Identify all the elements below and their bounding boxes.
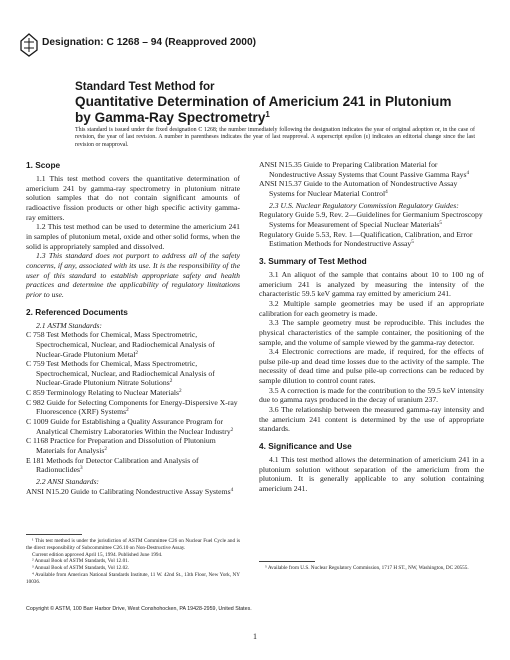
scope-1-2: 1.2 This test method can be used to determine the americium 241 in samples of plutonium metal, oxide and other solid forms, when the solid is appropriately sampled and dissolved. bbox=[26, 222, 240, 251]
reference-item: C 759 Test Methods for Chemical, Mass Spectrometric, Spectrochemical, Nuclear, and Radiochemical Analysis of Nuclear-Grade Plutonium Nitrate Solutions$^2$ bbox=[26, 359, 215, 388]
significance-heading: 4. Significance and Use bbox=[259, 441, 352, 452]
right-column bbox=[259, 160, 484, 494]
reference-item: C 758 Test Methods for Chemical, Mass Spectrometric, Spectrochemical, Nuclear, and Radiochemical Analysis of Nuclear-Grade Plutonium Metal$^2$ bbox=[26, 330, 215, 359]
footnote-rule-left bbox=[26, 534, 82, 535]
designation: Designation: C 1268 – 94 (Reapproved 2000) bbox=[42, 37, 257, 48]
footnote: ² Annual Book of ASTM Standards, Vol 12.01. bbox=[32, 558, 130, 565]
title-line-2: Quantitative Determination of Americium 241 in Plutonium bbox=[75, 94, 452, 109]
title-line-3 bbox=[75, 110, 475, 126]
page-number: 1 bbox=[253, 632, 257, 641]
summary-3-2: 3.2 Multiple sample geometries may be used if an appropriate calibration for each geometry is made. bbox=[259, 298, 484, 318]
reference-item: ANSI N15.37 Guide to the Automation of Nondestructive Assay Systems for Nuclear Material Control$^4$ bbox=[259, 179, 458, 198]
summary-3-4: 3.4 Electronic corrections are made, if required, for the effects of pulse pile-up and dead time losses due to the activity of the sample. The necessity of dead time and pulse pile-up corrections can be reduced by sample dilution to control count rates. bbox=[259, 347, 484, 386]
footnote: ¹ This test method is under the jurisdiction of ASTM Committee C26 on Nuclear Fuel Cycle and is the direct responsibility of Subcommittee C26.10 on Non-Destructive Assay. bbox=[26, 538, 240, 551]
summary-3-3: 3.3 The sample geometry must be reproducible. This includes the physical characteristics of the sample container, the positioning of the sample, and the volume of sample viewed by the gamma-ray detector. bbox=[259, 318, 484, 347]
copyright-line: Copyright © ASTM, 100 Barr Harbor Drive, West Conshohocken, PA 19428-2959, United States. bbox=[26, 606, 252, 612]
left-column bbox=[26, 160, 240, 496]
footnote: ⁴ Available from American National Standards Institute, 11 W. 42nd St., 13th Floor, New York, NY 10036. bbox=[26, 571, 240, 585]
nrc-guides-label: 2.3 U.S. Nuclear Regulatory Commission Regulatory Guides: bbox=[269, 200, 459, 210]
reference-item: Regulatory Guide 5.53, Rev. 1—Qualification, Calibration, and Error Estimation Methods for Nondestructive Assay$^5$ bbox=[259, 229, 473, 249]
footnotes-right bbox=[259, 565, 484, 572]
astm-standards-label: 2.1 ASTM Standards: bbox=[36, 320, 102, 330]
astm-reference-list bbox=[26, 330, 240, 475]
reference-item: Regulatory Guide 5.9, Rev. 2—Guidelines for Germanium Spectroscopy Systems for Measurement of Special Nuclear Materials$^5$ bbox=[259, 210, 483, 229]
reference-item: C 859 Terminology Relating to Nuclear Materials$^2$ bbox=[26, 388, 182, 398]
footnote: Current edition approved April 15, 1994. Published June 1994. bbox=[32, 551, 163, 558]
summary-3-5: 3.5 A correction is made for the contribution to the 59.5 keV intensity due to gamma rays produced in the decay of uranium 237. bbox=[259, 385, 484, 405]
reference-item: ANSI N15.35 Guide to Preparing Calibration Material for Nondestructive Assay Systems that Count Passive Gamma Rays$^4$ bbox=[259, 160, 470, 179]
footnote: ³ Annual Book of ASTM Standards, Vol 12.02. bbox=[32, 565, 130, 572]
reference-item: C 982 Guide for Selecting Components for Energy-Dispersive X-ray Fluorescence (XRF) Systems$^2$ bbox=[26, 397, 238, 417]
footnotes-left bbox=[26, 538, 240, 586]
references-heading: 2. Referenced Documents bbox=[26, 306, 128, 317]
title-line-1: Standard Test Method for bbox=[75, 80, 215, 93]
scope-1-1: 1.1 This test method covers the quantitative determination of americium 241 by gamma-ray spectrometry in plutonium nitrate solution samples that do not contain significant amounts of radioactive fission products or other high specific activity gamma-ray emitters. bbox=[26, 174, 240, 222]
reference-item: C 1009 Guide for Establishing a Quality Assurance Program for Analytical Chemistry Laboratories Within the Nuclear Industry$^2$ bbox=[26, 417, 234, 436]
reference-item: C 1168 Practice for Preparation and Dissolution of Plutonium Materials for Analysis$^2$ bbox=[26, 436, 216, 456]
title-footnote-mark: 1 bbox=[265, 109, 270, 119]
scope-heading: 1. Scope bbox=[26, 160, 61, 170]
footnote-rule-right bbox=[259, 561, 315, 562]
summary-3-1: 3.1 An aliquot of the sample that contains about 10 to 100 ng of americium 241 is analyzed by measuring the intensity of the characteristic 59.5 keV gamma ray emitted by americium 241. bbox=[259, 269, 484, 299]
title-block bbox=[75, 80, 475, 125]
issue-note: This standard is issued under the fixed designation C 1268; the number immediately following the designation indicates the year of original adoption or, in the case of revision, the year of last revision. A number in parentheses indicates the year of last reapproval. A superscript epsilon (ε) indicates an editorial change since the last revision or reapproval. bbox=[75, 127, 475, 148]
reference-item: E 181 Methods for Detector Calibration and Analysis of Radionuclides$^3$ bbox=[26, 455, 199, 475]
ansi-standards-label: 2.2 ANSI Standards: bbox=[36, 477, 99, 487]
scope-1-3: 1.3 This standard does not purport to address all of the safety concerns, if any, associated with its use. It is the responsibility of the user of this standard to establish appropriate safety and health practices and determine the applicability of regulatory limitations prior to use. bbox=[26, 251, 240, 299]
summary-heading: 3. Summary of Test Method bbox=[259, 255, 367, 266]
summary-3-6: 3.6 The relationship between the measured gamma-ray intensity and the americium 241 content is determined by the use of appropriate standards. bbox=[259, 405, 484, 434]
significance-4-1: 4.1 This test method allows the determination of americium 241 in a plutonium solution without separation of the americium from the plutonium. It is generally applicable to any solution containing americium 241. bbox=[259, 455, 484, 494]
reference-item: ANSI N15.20 Guide to Calibrating Nondestructive Assay Systems$^4$ bbox=[26, 486, 234, 496]
title-line-3-text: by Gamma-Ray Spectrometry bbox=[75, 109, 266, 125]
astm-logo-icon bbox=[20, 33, 38, 57]
footnote: ⁵ Available from U.S. Nuclear Regulatory Commission, 1717 H ST., NW, Washington, DC 20555. bbox=[265, 565, 469, 571]
